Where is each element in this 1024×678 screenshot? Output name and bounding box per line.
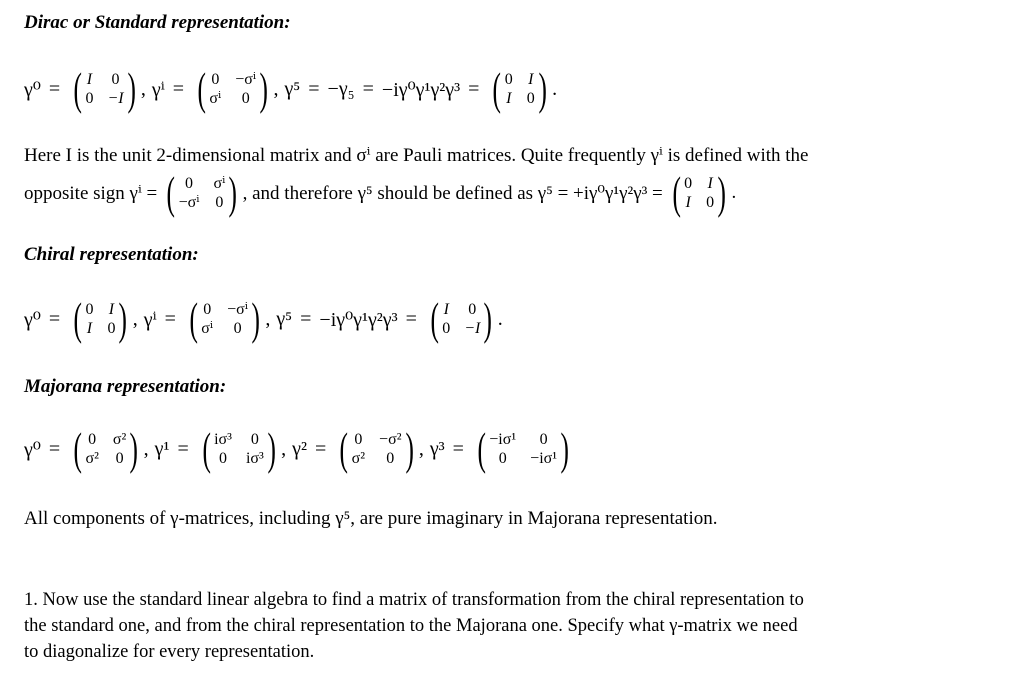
matrix-cell: 0 [241,90,250,107]
matrix-cell: I [86,71,93,88]
equals-sign: = [48,77,61,100]
minus-gamma5-lower: −γ₅ [327,77,355,100]
matrix-cell: 0 [233,320,242,337]
equals-sign: = [177,437,189,460]
matrix-chiral-gamma5: ( I 0 0 −I ) [430,293,493,344]
comma: , [418,437,424,460]
task-line-2: the standard one, and from the chiral representation to the Majorana one. Specify what γ-matrix we need [24,616,798,636]
gamma0-symbol: γ⁰ [24,438,41,461]
opposite-sign-line [24,167,737,218]
equals-sign: = [48,437,61,460]
matrix-cell: −σⁱ [235,71,257,88]
matrix-cell: I [528,71,534,88]
matrix-majorana-gamma0: ( 0 σ² σ² 0 ) [73,423,139,474]
comma: , [273,77,279,100]
gamma-product: −iγ⁰γ¹γ²γ³ [319,308,398,331]
gamma5-symbol: γ⁵ [284,77,301,100]
therefore-text: , and therefore γ⁵ should be defined as γ⁵ = +iγ⁰γ¹γ²γ³ = [242,182,663,204]
chiral-heading: Chiral representation: [24,244,199,265]
matrix-cell: σ² [85,450,99,467]
matrix-cell: σ² [351,450,366,467]
matrix-cell: 0 [539,431,548,448]
dirac-heading: Dirac or Standard representation: [24,12,291,33]
comma: , [140,77,146,100]
matrix-cell: 0 [215,194,224,211]
comma: , [143,437,149,460]
matrix-cell: 0 [185,175,194,192]
matrix-cell: σ² [112,431,127,448]
matrix-cell: iσ³ [214,431,232,448]
gammai-symbol: γⁱ [143,308,157,331]
matrix-cell: 0 [468,301,477,318]
gamma-product: −iγ⁰γ¹γ²γ³ [381,78,461,101]
matrix-majorana-gamma1: ( iσ³ 0 0 iσ³ ) [202,423,276,474]
matrix-cell: 0 [219,450,228,467]
equals-sign: = [308,77,320,100]
matrix-cell: σⁱ [213,175,226,192]
matrix-cell: −σⁱ [178,194,200,211]
opposite-sign-text: opposite sign γⁱ = [24,182,158,204]
equals-sign: = [405,307,417,330]
comma: , [132,307,138,330]
matrix-cell: 0 [85,301,94,318]
matrix-cell: −I [464,320,481,337]
majorana-heading: Majorana representation: [24,376,227,397]
matrix-cell: 0 [386,450,395,467]
gamma0-symbol: γ⁰ [24,78,41,101]
matrix-cell: 0 [250,431,259,448]
matrix-cell: −I [107,90,124,107]
matrix-cell: σⁱ [209,90,222,107]
dirac-equation [24,63,558,114]
matrix-dirac-gamma5: ( 0 I I 0 ) [492,63,547,114]
gamma5-symbol: γ⁵ [276,307,293,330]
matrix-cell: 0 [354,431,363,448]
equals-sign: = [300,307,312,330]
matrix-cell: 0 [504,71,513,88]
gamma3-symbol: γ³ [429,437,445,460]
matrix-cell: 0 [88,431,97,448]
matrix-chiral-gammai: ( 0 −σⁱ σⁱ 0 ) [189,293,260,344]
period: . [731,182,737,203]
matrix-cell: I [86,320,93,337]
gamma0-symbol: γ⁰ [24,308,41,331]
matrix-cell: 0 [107,320,116,337]
matrix-opposite-gamma5: ( 0 I I 0 ) [672,167,726,218]
comma: , [265,307,271,330]
equals-sign: = [48,307,61,330]
period: . [497,307,503,330]
matrix-dirac-gamma0: ( I 0 0 −I ) [73,63,136,114]
matrix-cell: I [685,194,691,211]
matrix-opposite-gammai: ( 0 σⁱ −σⁱ 0 ) [166,167,238,218]
majorana-equation [24,423,574,474]
matrix-cell: I [443,301,449,318]
matrix-dirac-gammai: ( 0 −σⁱ σⁱ 0 ) [197,63,269,114]
period: . [552,77,558,100]
task-line-3: to diagonalize for every representation. [24,642,315,662]
matrix-cell: 0 [526,90,535,107]
matrix-cell: I [108,301,115,318]
matrix-cell: 0 [442,320,451,337]
gammai-symbol: γⁱ [151,78,165,101]
matrix-cell: σⁱ [201,320,214,337]
matrix-cell: iσ³ [245,450,264,467]
matrix-cell: 0 [111,71,120,88]
matrix-cell: 0 [706,194,715,211]
matrix-cell: 0 [498,450,507,467]
matrix-chiral-gamma0: ( 0 I I 0 ) [73,293,128,344]
matrix-cell: −σⁱ [227,301,248,318]
matrix-majorana-gamma2: ( 0 −σ² σ² 0 ) [339,423,414,474]
matrix-cell: 0 [115,450,124,467]
here-paragraph-line: Here I is the unit 2-dimensional matrix and σⁱ are Pauli matrices. Quite frequently γⁱ is defined with the [24,145,809,166]
matrix-majorana-gamma3: ( −iσ¹ 0 0 −iσ¹ ) [477,423,569,474]
equals-sign: = [452,437,464,460]
equals-sign: = [172,77,185,100]
gamma1-symbol: γ¹ [154,437,170,460]
matrix-cell: −iσ¹ [489,431,517,448]
matrix-cell: 0 [85,90,94,107]
gamma2-symbol: γ² [292,437,308,460]
matrix-cell: I [506,90,512,107]
task-line-1: 1. Now use the standard linear algebra to find a matrix of transformation from the chiral representation to [24,590,804,610]
equals-sign: = [468,77,480,100]
equals-sign: = [315,437,327,460]
matrix-cell: 0 [211,71,220,88]
matrix-cell: −σ² [379,431,402,448]
matrix-cell: −iσ¹ [530,450,558,467]
equals-sign: = [362,77,374,100]
comma: , [281,437,287,460]
equals-sign: = [164,307,176,330]
all-components-text: All components of γ-matrices, including γ⁵, are pure imaginary in Majorana representation. [24,508,718,529]
chiral-equation [24,293,503,344]
matrix-cell: I [707,175,713,192]
matrix-cell: 0 [203,301,212,318]
matrix-cell: 0 [684,175,693,192]
